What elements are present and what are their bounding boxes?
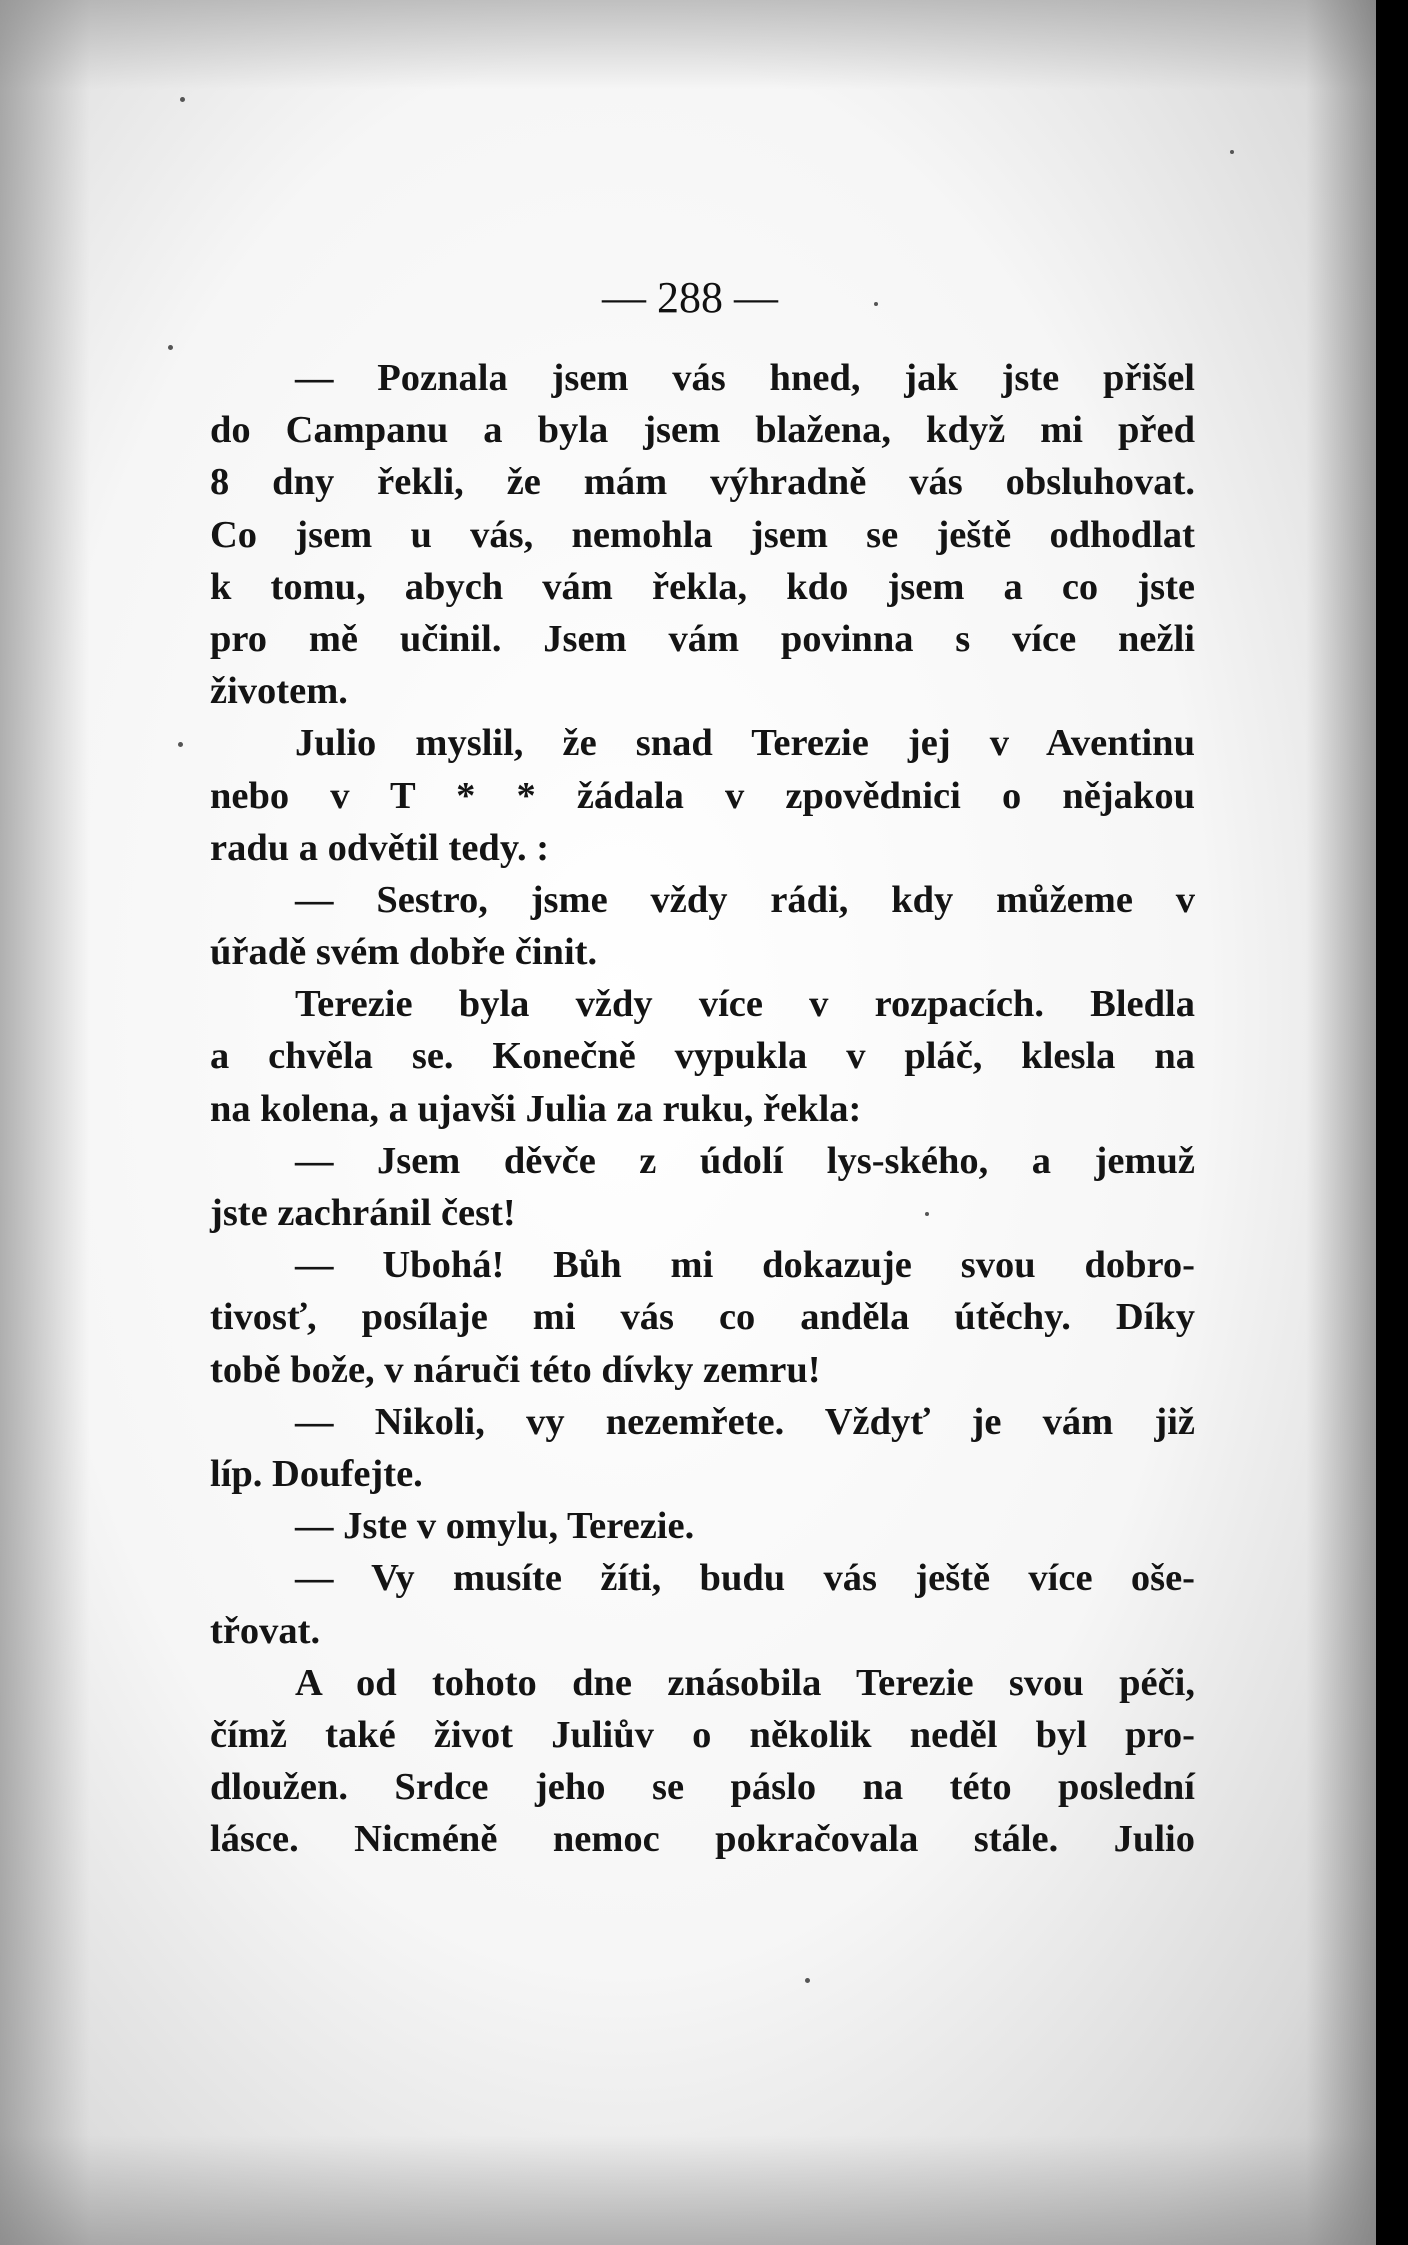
text-line: Co jsem u vás, nemohla jsem se ještě odhodlat [210, 513, 1195, 556]
text-line: radu a odvětil tedy. : [210, 826, 550, 869]
text-line: 8 dny řekli, že mám výhradně vás obsluhovat. [210, 461, 1195, 504]
text-line: — Jsem děvče z údolí lys-ského, a jemuž [295, 1139, 1195, 1182]
text-line: dloužen. Srdce jeho se páslo na této poslední [210, 1766, 1195, 1809]
paper-speck [180, 97, 185, 102]
text-line: — Vy musíte žíti, budu vás ještě více oše- [295, 1557, 1195, 1600]
text-line: životem. [210, 670, 348, 713]
paper-speck [805, 1978, 810, 1983]
text-line: — Nikoli, vy nezemřete. Vždyť je vám již [295, 1400, 1195, 1443]
paper-speck [168, 345, 173, 350]
text-line: čímž také život Juliův o několik neděl byl pro- [210, 1713, 1195, 1756]
page-shadow-right [1306, 0, 1376, 2245]
text-line: Terezie byla vždy více v rozpacích. Bledla [295, 983, 1195, 1026]
page-number: — 288 — [602, 273, 778, 322]
text-line: líp. Doufejte. [210, 1452, 423, 1495]
text-line: pro mě učinil. Jsem vám povinna s více nežli [210, 617, 1195, 660]
text-line: úřadě svém dobře činit. [210, 931, 598, 974]
text-line: jste zachránil čest! [210, 1192, 516, 1234]
text-line: do Campanu a byla jsem blažena, když mi před [210, 409, 1195, 452]
paper-speck [874, 302, 878, 306]
body-text [210, 352, 1195, 1865]
paper-speck [178, 742, 183, 747]
text-line: tobě bože, v náruči této dívky zemru! [210, 1348, 821, 1391]
text-line: třovat. [210, 1609, 321, 1652]
text-line: nebo v T * * žádala v zpovědnici o nějakou [210, 774, 1195, 817]
text-line: k tomu, abych vám řekla, kdo jsem a co jste [210, 565, 1195, 608]
page-shadow-left [0, 0, 90, 2245]
text-line: A od tohoto dne znásobila Terezie svou péči, [295, 1661, 1195, 1704]
page-shadow-top [0, 0, 1376, 90]
text-line: — Sestro, jsme vždy rádi, kdy můžeme v [295, 878, 1195, 921]
paper-speck [1230, 150, 1234, 154]
text-line: — Ubohá! Bůh mi dokazuje svou dobro- [295, 1244, 1195, 1287]
text-line: — Jste v omylu, Terezie. [295, 1505, 695, 1548]
text-line: tivosť, posílaje mi vás co anděla útěchy. Díky [210, 1296, 1195, 1339]
text-line: Julio myslil, že snad Terezie jej v Aventinu [295, 722, 1195, 765]
text-line: — Poznala jsem vás hned, jak jste přišel [295, 357, 1195, 399]
text-line: a chvěla se. Konečně vypukla v pláč, klesla na [210, 1035, 1195, 1078]
text-line: lásce. Nicméně nemoc pokračovala stále. Julio [210, 1818, 1195, 1861]
page-shadow-bottom [0, 2135, 1376, 2245]
text-line: na kolena, a ujavši Julia za ruku, řekla: [210, 1087, 862, 1130]
